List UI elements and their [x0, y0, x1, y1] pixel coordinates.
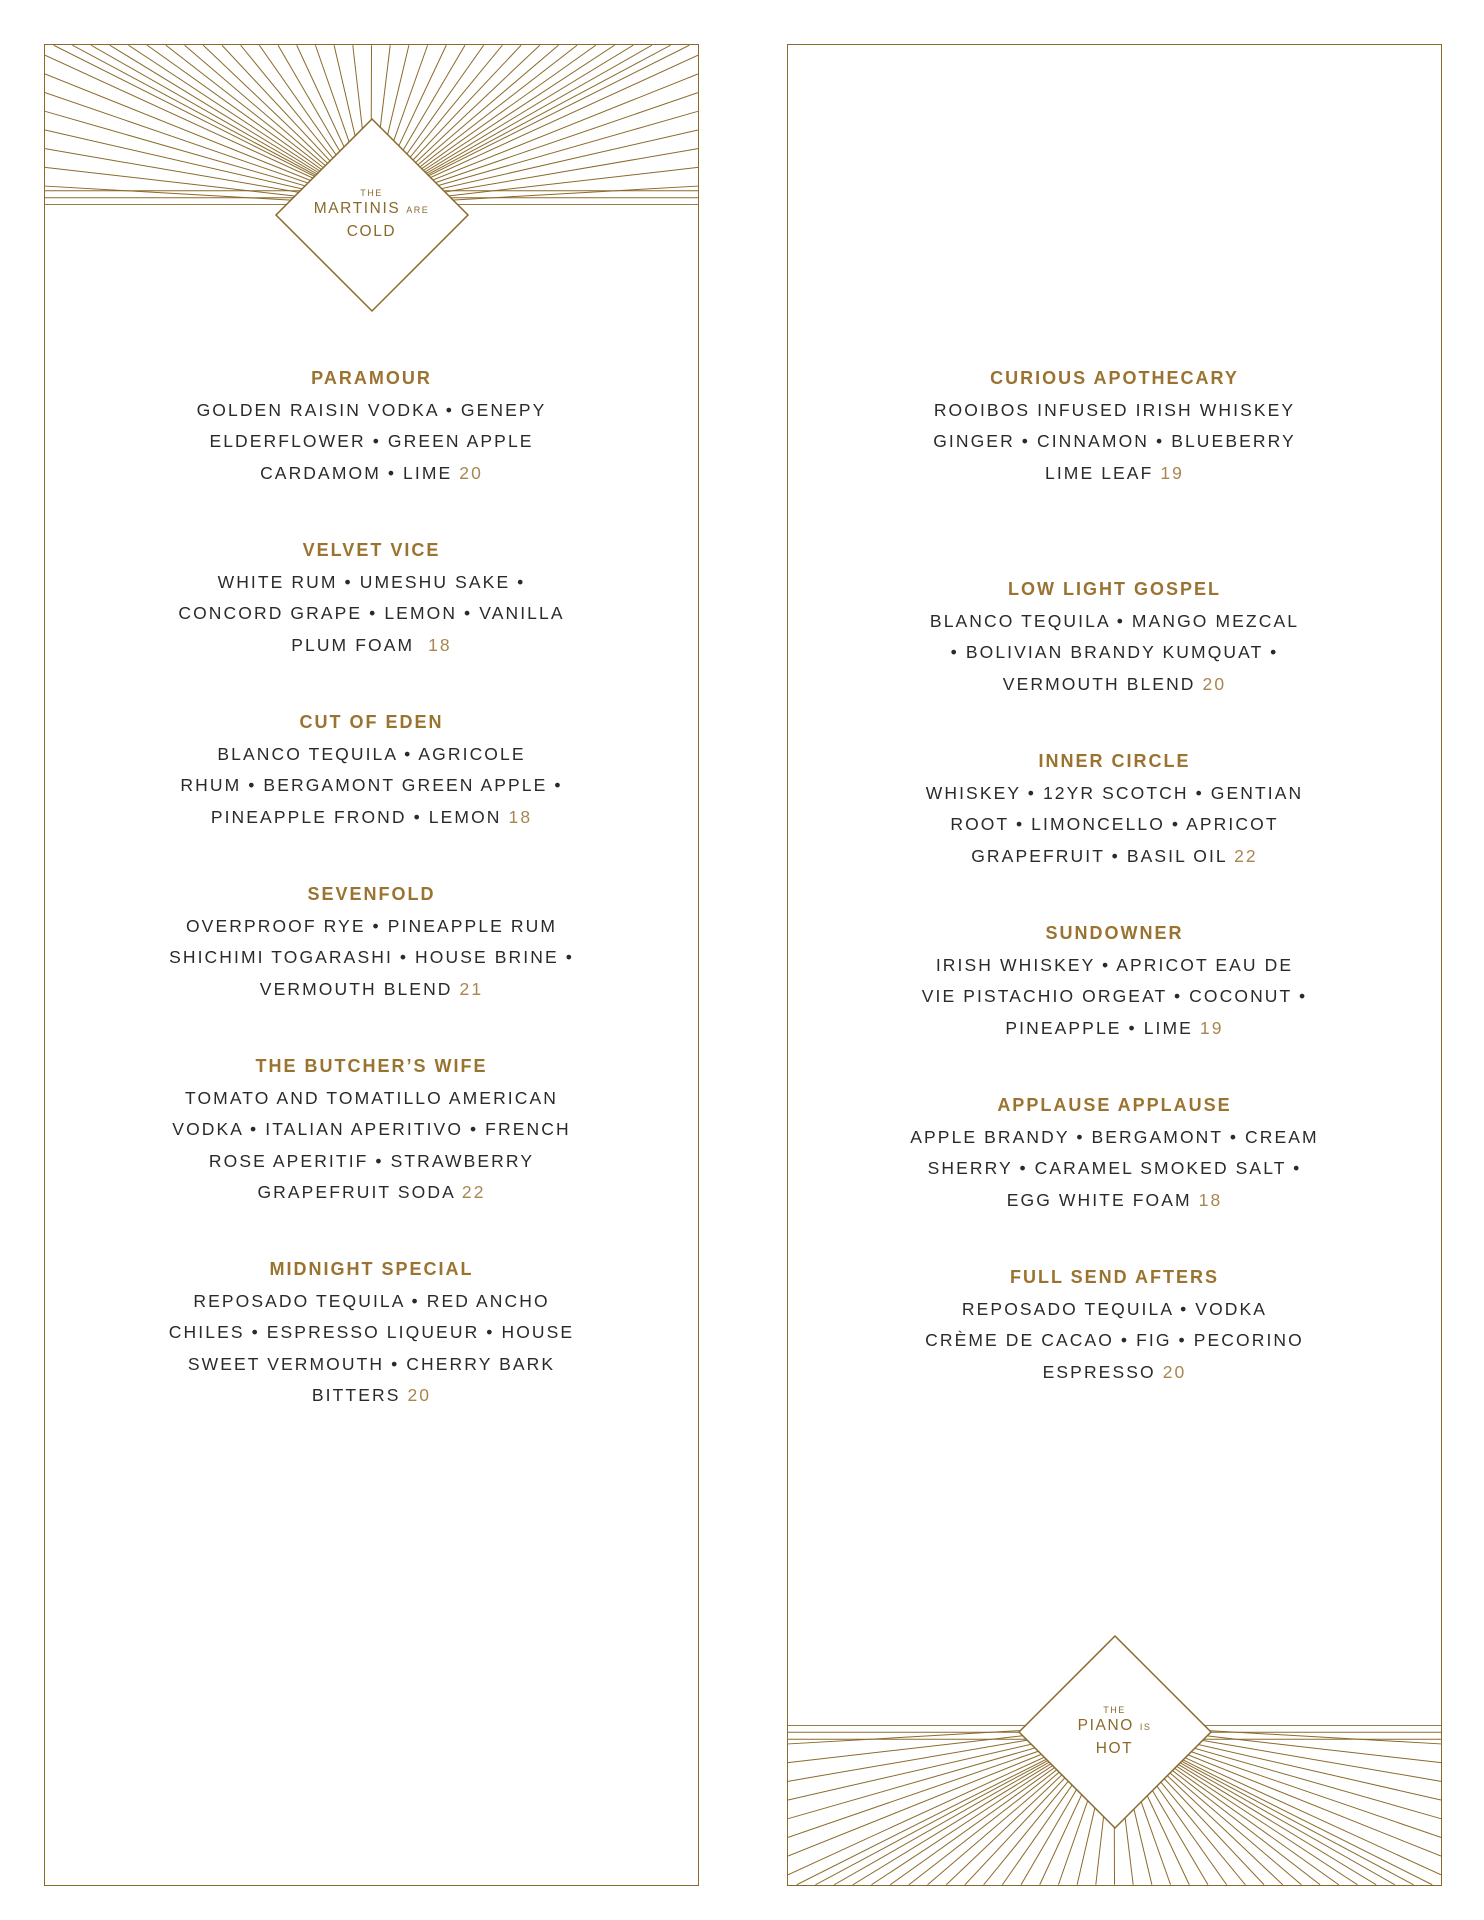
item-price: 22	[461, 1182, 486, 1202]
item-name: SUNDOWNER	[1045, 923, 1184, 943]
item-line: BITTERS	[311, 1385, 401, 1405]
item-name: APPLAUSE APPLAUSE	[997, 1095, 1232, 1115]
item-line: VERMOUTH BLEND	[259, 978, 453, 999]
item-price: 19	[1160, 462, 1184, 483]
item-line: LIME LEAF	[1044, 462, 1154, 483]
badge-the: THE	[360, 187, 383, 198]
item-line: ESPRESSO	[1042, 1361, 1156, 1382]
item-description	[45, 1083, 698, 1209]
menu-item	[45, 535, 698, 661]
item-line: CARDAMOM • LIME	[260, 462, 453, 483]
item-description	[45, 1286, 698, 1412]
item-description	[45, 911, 698, 1006]
menu-item	[45, 1254, 698, 1412]
item-line: ROOT • LIMONCELLO • APRICOT	[950, 814, 1279, 834]
item-name: PARAMOUR	[311, 368, 432, 388]
item-line: EGG WHITE FOAM	[1006, 1189, 1192, 1210]
item-line: CRÈME DE CACAO • FIG • PECORINO	[925, 1330, 1304, 1350]
item-line: • BOLIVIAN BRANDY KUMQUAT •	[950, 642, 1279, 662]
piano-badge	[1049, 1666, 1181, 1798]
item-name: THE BUTCHER’S WIFE	[255, 1056, 488, 1076]
item-line: WHISKEY • 12YR SCOTCH • GENTIAN	[925, 782, 1304, 803]
item-line: TOMATO AND TOMATILLO AMERICAN	[184, 1087, 559, 1108]
menu-item	[788, 574, 1441, 700]
badge-bottom: HOT	[1095, 1739, 1134, 1757]
item-name: SEVENFOLD	[307, 884, 436, 904]
item-price: 21	[459, 978, 484, 999]
item-line: PINEAPPLE FROND • LEMON	[210, 806, 502, 827]
badge-main: PIANO	[1077, 1716, 1134, 1734]
item-price: 18	[428, 634, 452, 655]
item-line: VODKA • ITALIAN APERITIVO • FRENCH	[172, 1119, 571, 1139]
item-line: WHITE RUM • UMESHU SAKE •	[217, 571, 526, 592]
item-price: 18	[508, 806, 533, 827]
item-line: ROOIBOS INFUSED IRISH WHISKEY	[933, 399, 1296, 420]
item-description	[788, 606, 1441, 701]
item-line: GRAPEFRUIT SODA	[257, 1182, 455, 1202]
item-name: INNER CIRCLE	[1038, 751, 1191, 771]
item-description	[45, 739, 698, 834]
item-line: PINEAPPLE • LIME	[1005, 1017, 1193, 1038]
menu-item	[788, 746, 1441, 872]
menu-item	[45, 879, 698, 1005]
badge-bottom: COLD	[346, 222, 397, 240]
menu-item	[45, 1051, 698, 1209]
badge-small: ARE	[406, 204, 430, 215]
item-description	[45, 567, 698, 662]
item-line: GOLDEN RAISIN VODKA • GENEPY	[196, 399, 547, 420]
item-name: FULL SEND AFTERS	[1009, 1267, 1219, 1287]
menu-item	[788, 1262, 1441, 1388]
item-price: 20	[1202, 673, 1227, 694]
item-price: 20	[407, 1385, 432, 1405]
item-price: 22	[1234, 845, 1258, 866]
badge-small: IS	[1139, 1721, 1152, 1732]
martinis-badge	[306, 149, 438, 281]
menu-item	[788, 363, 1441, 489]
item-line: CONCORD GRAPE • LEMON • VANILLA	[178, 603, 565, 623]
item-name: CUT OF EDEN	[299, 712, 444, 732]
item-line: BLANCO TEQUILA • MANGO MEZCAL	[929, 610, 1300, 631]
badge-the: THE	[1103, 1704, 1126, 1715]
item-name: LOW LIGHT GOSPEL	[1008, 579, 1221, 599]
menu-item	[788, 1090, 1441, 1216]
item-line: GINGER • CINNAMON • BLUEBERRY	[933, 431, 1296, 451]
item-line: ELDERFLOWER • GREEN APPLE	[209, 431, 534, 451]
item-line: VIE PISTACHIO ORGEAT • COCONUT •	[921, 986, 1308, 1006]
item-description	[45, 395, 698, 490]
item-line: IRISH WHISKEY • APRICOT EAU DE	[935, 954, 1294, 975]
item-description	[788, 395, 1441, 490]
item-line: APPLE BRANDY • BERGAMONT • CREAM	[910, 1126, 1319, 1147]
item-line: CHILES • ESPRESSO LIQUEUR • HOUSE	[168, 1322, 575, 1342]
menu-item	[45, 363, 698, 489]
item-line: ROSE APERITIF • STRAWBERRY	[208, 1150, 535, 1171]
right-menu-panel	[787, 44, 1442, 1886]
item-name: MIDNIGHT SPECIAL	[269, 1259, 474, 1279]
item-line: SHICHIMI TOGARASHI • HOUSE BRINE •	[169, 947, 574, 967]
item-price: 20	[1162, 1361, 1187, 1382]
item-line: REPOSADO TEQUILA • RED ANCHO	[193, 1290, 550, 1311]
item-line: RHUM • BERGAMONT GREEN APPLE •	[180, 775, 563, 795]
item-description	[788, 1294, 1441, 1389]
item-name: CURIOUS APOTHECARY	[990, 368, 1239, 388]
item-line: SWEET VERMOUTH • CHERRY BARK	[187, 1353, 556, 1374]
item-line: SHERRY • CARAMEL SMOKED SALT •	[927, 1158, 1302, 1178]
item-price: 20	[459, 462, 483, 483]
item-price: 18	[1198, 1189, 1223, 1210]
item-description	[788, 950, 1441, 1045]
menu-item	[45, 707, 698, 833]
item-name: VELVET VICE	[302, 540, 441, 560]
badge-main: MARTINIS	[313, 199, 401, 217]
item-description	[788, 1122, 1441, 1217]
item-line: GRAPEFRUIT • BASIL OIL	[971, 845, 1228, 866]
item-description	[788, 778, 1441, 873]
item-line: PLUM FOAM	[291, 634, 415, 655]
item-line: REPOSADO TEQUILA • VODKA	[961, 1298, 1268, 1319]
left-menu-panel	[44, 44, 699, 1886]
item-line: VERMOUTH BLEND	[1002, 673, 1196, 694]
menu-item	[788, 918, 1441, 1044]
item-line: BLANCO TEQUILA • AGRICOLE	[217, 743, 526, 764]
item-line: OVERPROOF RYE • PINEAPPLE RUM	[185, 915, 558, 936]
item-price: 19	[1199, 1017, 1224, 1038]
